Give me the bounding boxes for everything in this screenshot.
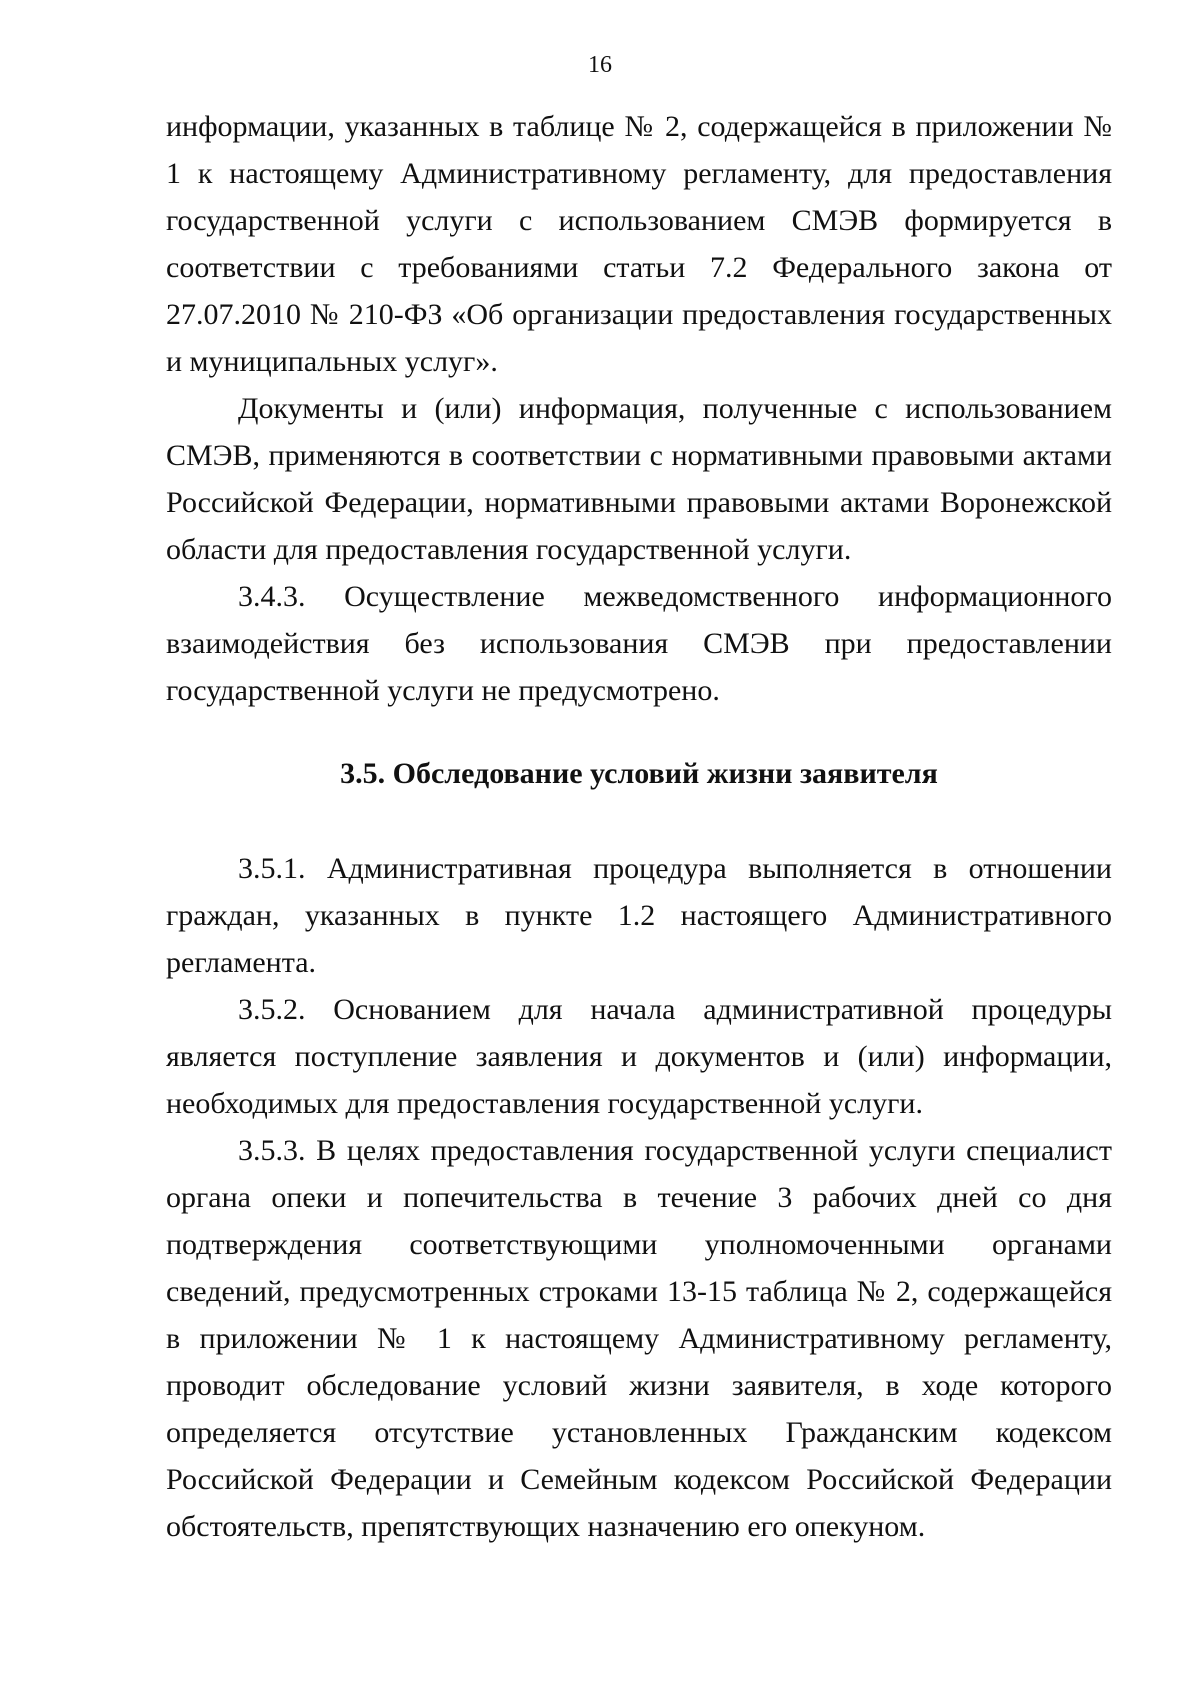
paragraph-3-5-2: 3.5.2. Основанием для начала административной процедуры является поступление заявления и документов и (или) информации, необходимых для предоставления государственной услуги. — [166, 993, 1112, 1120]
paragraph-3-4-3: 3.4.3. Осуществление межведомственного информационного взаимодействия без использования СМЭВ при предоставлении государственной услуги не предусмотрено. — [166, 580, 1112, 707]
section-heading-3-5: 3.5. Обследование условий жизни заявителя — [340, 757, 938, 790]
document-body — [166, 103, 1112, 1550]
page-number: 16 — [588, 52, 612, 78]
paragraph-3-5-1: 3.5.1. Административная процедура выполняется в отношении граждан, указанных в пункте 1.2 настоящего Административного регламента. — [166, 852, 1112, 979]
paragraph-3-5-3: 3.5.3. В целях предоставления государственной услуги специалист органа опеки и попечительства в течение 3 рабочих дней со дня подтверждения соответствующими уполномоченными органами сведений, предусмотренных строками 13-15 таблица № 2, содержащейся в приложении № 1 к настоящему Административному регламенту, проводит обследование условий жизни заявителя, в ходе которого определяется отсутствие установленных Гражданским кодексом Российской Федерации и Семейным кодексом Российской Федерации обстоятельств, препятствующих назначению его опекуном. — [166, 1134, 1112, 1543]
paragraph-documents-smev: Документы и (или) информация, полученные с использованием СМЭВ, применяются в соответствии с нормативными правовыми актами Российской Федерации, нормативными правовыми актами Воронежской области для предоставления государственной услуги. — [166, 392, 1112, 566]
paragraph-continuation: информации, указанных в таблице № 2, содержащейся в приложении № 1 к настоящему Административному регламенту, для предоставления государственной услуги с использованием СМЭВ формируется в соответствии с требованиями статьи 7.2 Федерального закона от 27.07.2010 № 210-ФЗ «Об организации предоставления государственных и муниципальных услуг». — [166, 110, 1112, 378]
